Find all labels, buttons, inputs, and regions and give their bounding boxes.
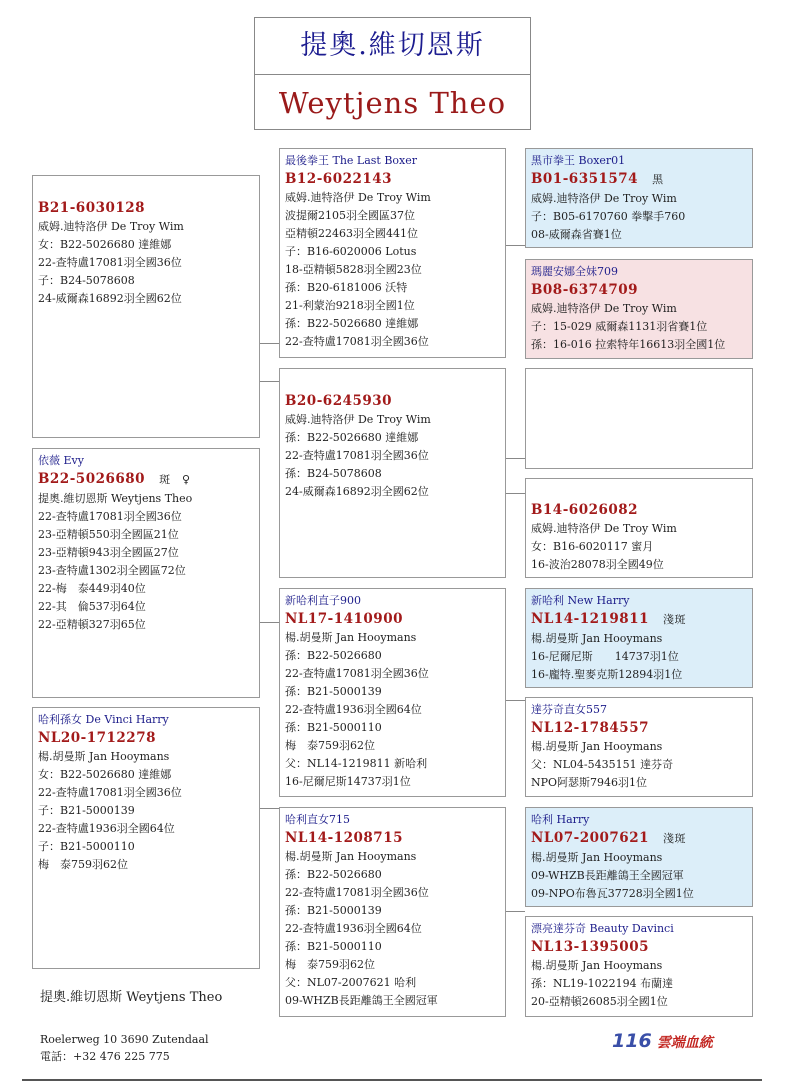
color-sex: 斑 ♀	[159, 473, 191, 486]
ring-number: B20-6245930	[285, 393, 393, 409]
pigeon-name: 新哈利直子900	[285, 594, 361, 607]
card-line: 16-尼爾尼斯 14737羽1位	[531, 650, 679, 663]
card-line: 女：B22-5026680 達維娜	[38, 768, 172, 781]
card-line: 孫：B22-5026680	[285, 649, 382, 662]
card-line: 22-其 倫537羽64位	[38, 600, 146, 613]
card-line: 22-查特盧1936羽全國64位	[285, 703, 422, 716]
ring-number: B14-6026082	[531, 502, 639, 518]
card-line: 08-威爾森省賽1位	[531, 228, 622, 241]
card-line: 16-尼爾尼斯14737羽1位	[285, 775, 411, 788]
ring-number: NL14-1208715	[285, 830, 403, 846]
card-line: 子：15-029 威爾森1131羽省賽1位	[531, 320, 708, 333]
pigeon-name: 達芬奇直女557	[531, 703, 607, 716]
card-line: 女：B16-6020117 蜜月	[531, 540, 654, 553]
ring-number	[531, 828, 747, 849]
ring-number: NL12-1784557	[531, 720, 649, 736]
card-line: 孫：B21-5000110	[285, 721, 382, 734]
card-line: 22-亞精頓327羽65位	[38, 618, 146, 631]
empty-card	[525, 368, 753, 469]
pigeon-name: 哈利直女715	[285, 813, 350, 826]
b01-card	[525, 148, 753, 248]
card-line: 威姆.迪特洛伊 De Troy Wim	[38, 220, 184, 233]
color-sex: 淺斑	[662, 832, 686, 845]
brand-logo	[612, 1030, 713, 1052]
card-line: NPO阿瑟斯7946羽1位	[531, 776, 648, 789]
bottom-divider	[22, 1079, 762, 1081]
owner-name: 提奧.維切恩斯 Weytjens Theo	[40, 990, 223, 1005]
card-line: 楊.胡曼斯 Jan Hooymans	[531, 740, 663, 753]
card-line: 22-查特盧17081羽全國36位	[285, 886, 429, 899]
ring-value: B01-6351574	[531, 171, 639, 187]
nl14a-card	[525, 588, 753, 688]
card-line: 父：NL14-1219811 新哈利	[285, 757, 428, 770]
title-chinese: 提奧.維切恩斯	[300, 30, 485, 61]
card-line: 孫：B22-5026680 達維娜	[285, 317, 419, 330]
card-line: 楊.胡曼斯 Jan Hooymans	[38, 750, 170, 763]
title-box	[254, 17, 531, 130]
card-line: 子：B16-6020006 Lotus	[285, 245, 417, 258]
card-line: 孫：B24-5078608	[285, 467, 382, 480]
card-line: 威姆.迪特洛伊 De Troy Wim	[531, 302, 677, 315]
card-line: 22-梅 泰449羽40位	[38, 582, 146, 595]
connector	[505, 458, 525, 459]
card-line: 父：NL07-2007621 哈利	[285, 976, 417, 989]
pigeon-name: 哈利 Harry	[531, 813, 590, 826]
ring-number: B21-6030128	[38, 200, 146, 216]
card-line: 孫：B21-5000110	[285, 940, 382, 953]
title-english: Weytjens Theo	[278, 86, 507, 120]
card-line: 22-查特盧17081羽全國36位	[285, 449, 429, 462]
card-line: 22-查特盧17081羽全國36位	[38, 786, 182, 799]
card-line: 子：B05-6170760 拳擊手760	[531, 210, 686, 223]
nl17-card	[279, 588, 506, 797]
ring-number: B12-6022143	[285, 171, 393, 187]
b14-card	[525, 478, 753, 578]
sire-card	[32, 175, 260, 438]
card-line: 22-查特盧17081羽全國36位	[38, 256, 182, 269]
pigeon-name: 依薇 Evy	[38, 454, 84, 467]
card-line: 楊.胡曼斯 Jan Hooymans	[285, 631, 417, 644]
card-line: 子：B21-5000110	[38, 840, 135, 853]
card-line: 提奧.維切恩斯 Weytjens Theo	[38, 492, 193, 505]
nl07-card	[525, 807, 753, 907]
pigeon-name: 瑪麗安娜全妹709	[531, 265, 618, 278]
b08-card	[525, 259, 753, 359]
card-line: 孫：B22-5026680	[285, 868, 382, 881]
card-line: 21-利蒙治9218羽全國1位	[285, 299, 415, 312]
card-line: 23-亞精頓943羽全國區27位	[38, 546, 179, 559]
pigeon-name: 黑市拳王 Boxer01	[531, 154, 626, 167]
card-line: 楊.胡曼斯 Jan Hooymans	[285, 850, 417, 863]
ring-number: NL13-1395005	[531, 939, 649, 955]
card-line: 24-威爾森16892羽全國62位	[285, 485, 429, 498]
card-line: 16-波治28078羽全國49位	[531, 558, 664, 571]
connector	[505, 493, 525, 494]
ring-number	[38, 469, 254, 490]
card-line: 16-龐特.聖麥克斯12894羽1位	[531, 668, 683, 681]
ring-value: NL07-2007621	[531, 830, 649, 846]
connector	[259, 622, 279, 623]
color-sex: 黑	[652, 173, 664, 186]
connector	[259, 381, 279, 382]
card-line: 22-查特盧1936羽全國64位	[38, 822, 175, 835]
connector	[505, 700, 525, 701]
card-line: 20-亞精頓26085羽全國1位	[531, 995, 668, 1008]
b12-card	[279, 148, 506, 358]
color-sex: 淺斑	[662, 613, 686, 626]
logo-number: 116	[612, 1030, 652, 1052]
pigeon-name: 最後拳王 The Last Boxer	[285, 154, 418, 167]
pigeon-name: 哈利孫女 De Vinci Harry	[38, 713, 169, 726]
card-line: 孫：16-016 拉索特年16613羽全國1位	[531, 338, 726, 351]
card-line: 楊.胡曼斯 Jan Hooymans	[531, 632, 663, 645]
card-line: 梅 泰759羽62位	[38, 858, 128, 871]
card-line: 22-查特盧17081羽全國36位	[38, 510, 182, 523]
ring-number: B08-6374709	[531, 282, 639, 298]
card-line: 子：B21-5000139	[38, 804, 135, 817]
ring-number	[531, 169, 747, 190]
card-line: 女：B22-5026680 達維娜	[38, 238, 172, 251]
connector	[259, 808, 279, 809]
ring-number	[531, 609, 747, 630]
card-line: 楊.胡曼斯 Jan Hooymans	[531, 851, 663, 864]
card-line: 父：NL04-5435151 達芬奇	[531, 758, 674, 771]
nl13-card	[525, 916, 753, 1017]
nl12-card	[525, 697, 753, 797]
card-line: 23-查特盧1302羽全國區72位	[38, 564, 186, 577]
card-line: 09-NPO布魯瓦37728羽全國1位	[531, 887, 694, 900]
card-line: 孫：B20-6181006 沃特	[285, 281, 408, 294]
card-line: 楊.胡曼斯 Jan Hooymans	[531, 959, 663, 972]
card-line: 孫：B21-5000139	[285, 685, 382, 698]
ring-number: NL17-1410900	[285, 611, 403, 627]
card-line: 22-查特盧1936羽全國64位	[285, 922, 422, 935]
pigeon-name: 新哈利 New Harry	[531, 594, 630, 607]
ring-value: NL14-1219811	[531, 611, 649, 627]
ring-number: NL20-1712278	[38, 730, 156, 746]
card-line: 威姆.迪特洛伊 De Troy Wim	[285, 413, 431, 426]
logo-text: 雲端血統	[656, 1035, 713, 1051]
pigeon-name: 漂亮達芬奇 Beauty Davinci	[531, 922, 674, 935]
card-line: 亞精頓22463羽全國441位	[285, 227, 418, 240]
card-line: 22-查特盧17081羽全國36位	[285, 667, 429, 680]
card-line: 波提爾2105羽全國區37位	[285, 209, 415, 222]
card-line: 22-查特盧17081羽全國36位	[285, 335, 429, 348]
connector	[505, 245, 525, 246]
card-line: 孫：NL19-1022194 布蘭達	[531, 977, 674, 990]
card-line: 威姆.迪特洛伊 De Troy Wim	[531, 192, 677, 205]
card-line: 09-WHZB長距離鴿王全國冠軍	[531, 869, 684, 882]
card-line: 18-亞精頓5828羽全國23位	[285, 263, 422, 276]
card-line: 孫：B21-5000139	[285, 904, 382, 917]
card-line: 子：B24-5078608	[38, 274, 135, 287]
card-line: 09-WHZB長距離鴿王全國冠軍	[285, 994, 438, 1007]
owner-phone: 電話：+32 476 225 775	[40, 1050, 170, 1063]
card-line: 24-威爾森16892羽全國62位	[38, 292, 182, 305]
connector	[259, 343, 279, 344]
card-line: 梅 泰759羽62位	[285, 958, 375, 971]
nl14b-card	[279, 807, 506, 1017]
connector	[505, 911, 525, 912]
card-line: 威姆.迪特洛伊 De Troy Wim	[531, 522, 677, 535]
dam-card	[32, 448, 260, 698]
granddam-card	[32, 707, 260, 969]
card-line: 梅 泰759羽62位	[285, 739, 375, 752]
card-line: 威姆.迪特洛伊 De Troy Wim	[285, 191, 431, 204]
b20-card	[279, 368, 506, 578]
card-line: 孫：B22-5026680 達維娜	[285, 431, 419, 444]
owner-address: Roelerweg 10 3690 Zutendaal	[40, 1033, 209, 1046]
ring-value: B22-5026680	[38, 471, 146, 487]
card-line: 23-亞精頓550羽全國區21位	[38, 528, 179, 541]
